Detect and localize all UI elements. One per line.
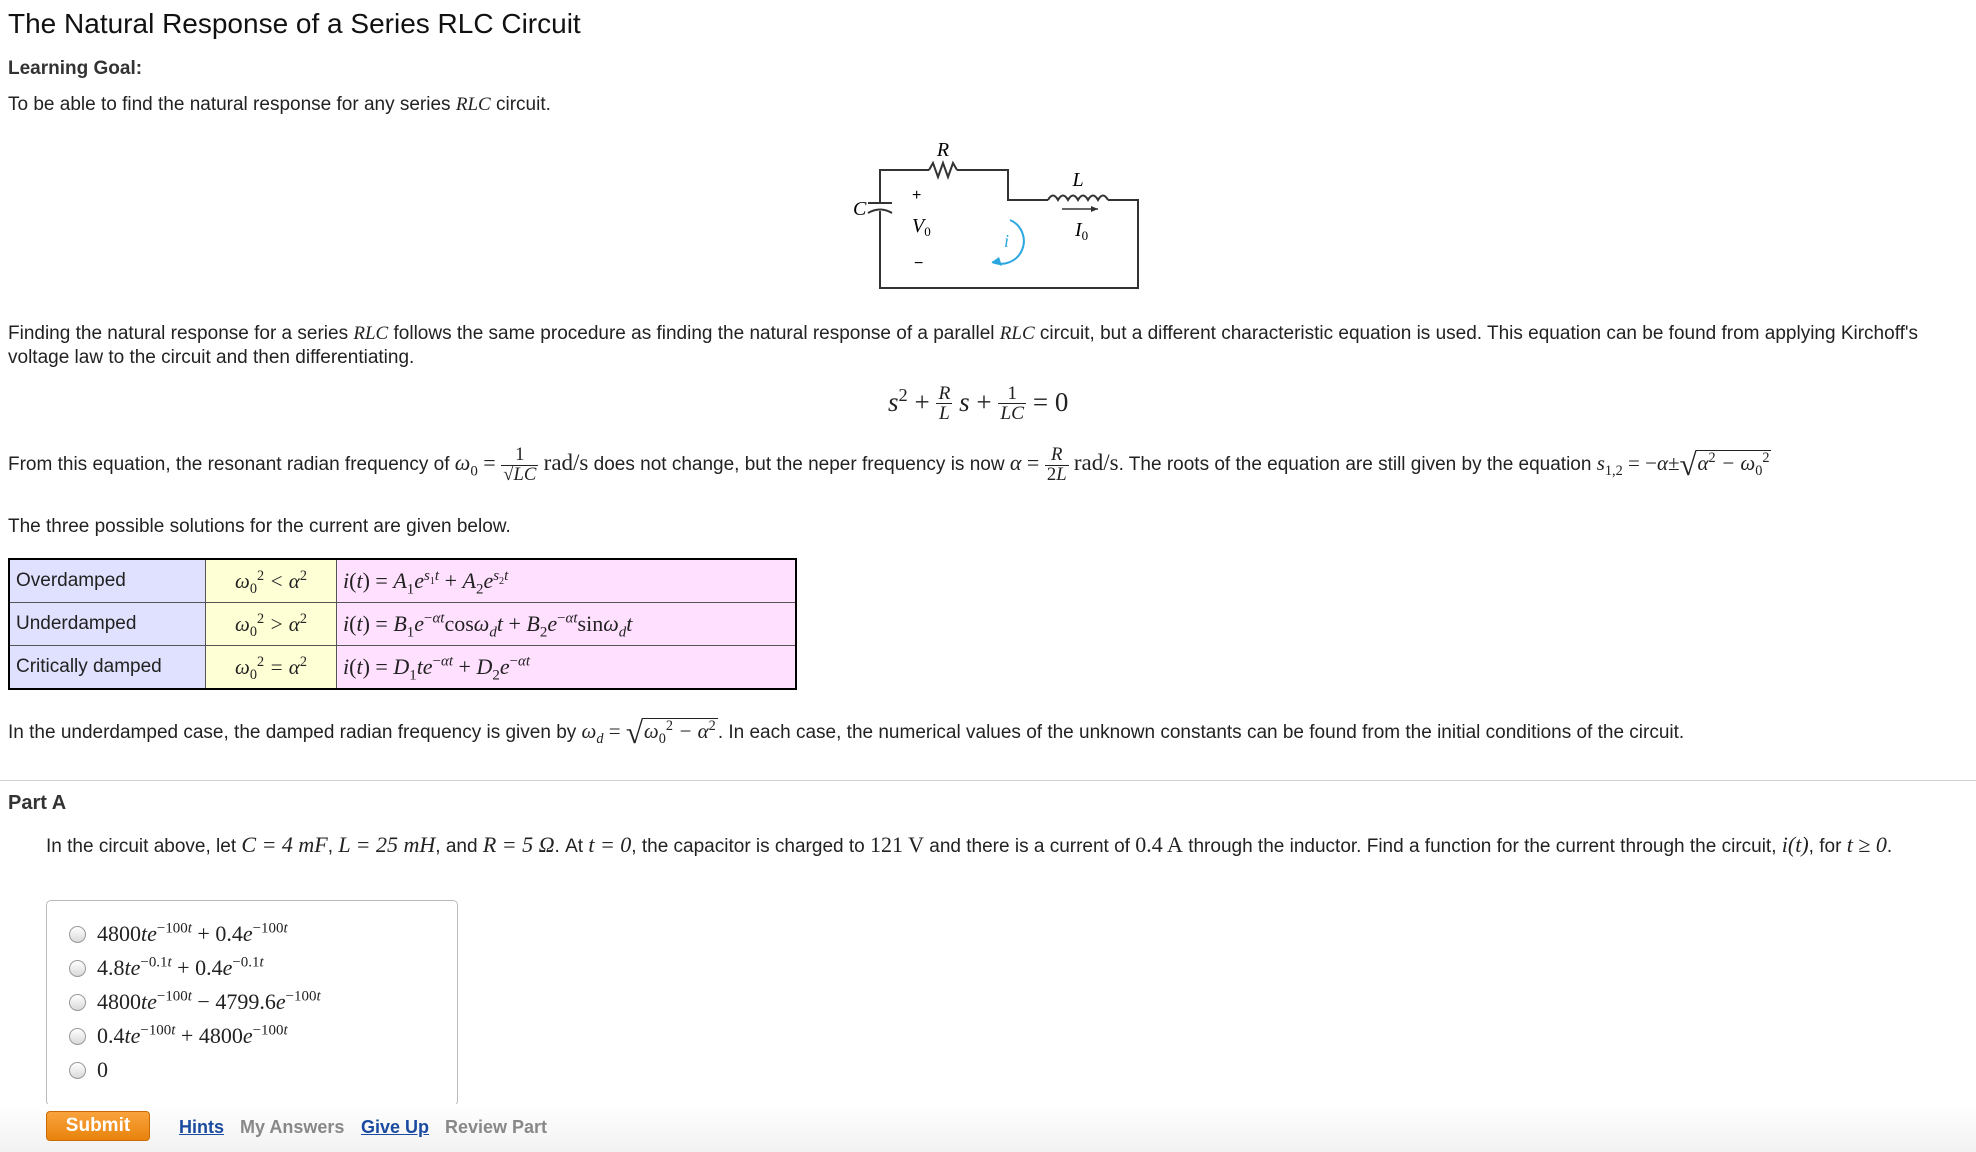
case-solution: $i(t) = B_1e^{-\alpha t}\cos\omega_dt + B_2e^{-\alpha t}\sin\omega_dt$ [337,603,797,646]
my-answers-link: My Answers [240,1117,345,1137]
case-condition: $\omega_0^2 = \alpha^2$ [206,646,337,690]
radio-button[interactable] [69,960,86,977]
v0-label: $V_0$ [912,215,931,239]
solutions-intro: The three possible solutions for the current are given below. [8,516,511,537]
i0-label: $I_0$ [1075,219,1089,243]
frequency-paragraph: From this equation, the resonant radian frequency of $\omega_0$ = $\frac{1}{√LC}$ rad/s does not change, but the neper frequency is now α = $\frac{R}{2L}$ rad/s. The roots of the equation are still given by the equation $s_{1,2} = -\alpha\pm$ √ $\alpha^2 - \omega_0^2$ [8,444,1770,485]
case-solution: $i(t) = D_1te^{-\alpha t} + D_2e^{-\alpha t}$ [337,646,797,690]
capacitor-label: C [853,198,867,220]
answer-choices [46,900,458,1106]
underdamped-paragraph: In the underdamped case, the damped radian frequency is given by $\omega_d$ = √ $\omega_0^2 - \alpha^2$ . In each case, the numerical values of the unknown constants can be found from the initial conditions of the circuit. [8,714,1685,750]
inductor-label: L [1072,169,1084,191]
case-condition: $\omega_0^2 > \alpha^2$ [206,603,337,646]
option-text: $4800te^{-100t} - 4799.6e^{-100t}$ [97,988,321,1014]
characteristic-equation: $s^2$ + $\frac{R}{L}$ s + $\frac{1}{LC}$ = 0 [888,383,1069,425]
answer-option[interactable] [69,955,264,981]
case-name: Underdamped [9,603,206,646]
table-row [9,559,796,603]
intro-paragraph: Finding the natural response for a series RLC follows the same procedure as finding the natural response of a parallel RLC circuit, but a different characteristic equation is used. This equation can be found from applying Kirchoff's voltage law to the circuit and then differentiating. [8,323,1919,368]
hints-link[interactable]: Hints [179,1117,224,1137]
learning-goal-text: To be able to find the natural response for any series RLC circuit. [8,94,551,115]
case-condition: $\omega_0^2 < \alpha^2$ [206,559,337,603]
loop-current-label: i [1004,231,1010,251]
answer-option[interactable] [69,1023,288,1049]
solutions-table [8,558,797,690]
case-name: Critically damped [9,646,206,690]
radio-button[interactable] [69,1062,86,1079]
minus-sign: − [914,255,924,272]
circuit-diagram [830,136,1150,302]
radio-button[interactable] [69,1028,86,1045]
review-part-link: Review Part [445,1117,548,1137]
page-title: The Natural Response of a Series RLC Circuit [8,8,581,39]
answer-option[interactable] [69,989,321,1015]
plus-sign: + [912,187,922,204]
submit-button[interactable]: Submit [46,1111,150,1141]
option-text: $0.4te^{-100t} + 4800e^{-100t}$ [97,1022,288,1048]
learning-goal-heading: Learning Goal: [8,58,143,79]
part-a-question: In the circuit above, let C = 4 mF, L = 25 mH, and R = 5 Ω. At t = 0, the capacitor is charged to 121 V and there is a current of 0.4 A through the inductor. Find a function for the current through the circuit, i(t), for t ≥ 0. [46,832,1893,857]
radio-button[interactable] [69,926,86,943]
table-row [9,603,796,646]
case-name: Overdamped [9,559,206,603]
radio-button[interactable] [69,994,86,1011]
answer-option[interactable] [69,921,288,947]
part-a-heading: Part A [8,792,67,814]
option-text: $4800te^{-100t} + 0.4e^{-100t}$ [97,920,288,946]
resistor-label: R [936,139,950,161]
case-solution: $i(t) = A_1e^{s_1t} + A_2e^{s_2t}$ [337,559,797,603]
section-divider [0,780,1976,781]
option-text: $4.8te^{-0.1t} + 0.4e^{-0.1t}$ [97,954,264,980]
option-text: 0 [97,1057,108,1082]
give-up-link[interactable]: Give Up [361,1117,430,1137]
table-row [9,646,796,690]
answer-option[interactable] [69,1057,108,1083]
